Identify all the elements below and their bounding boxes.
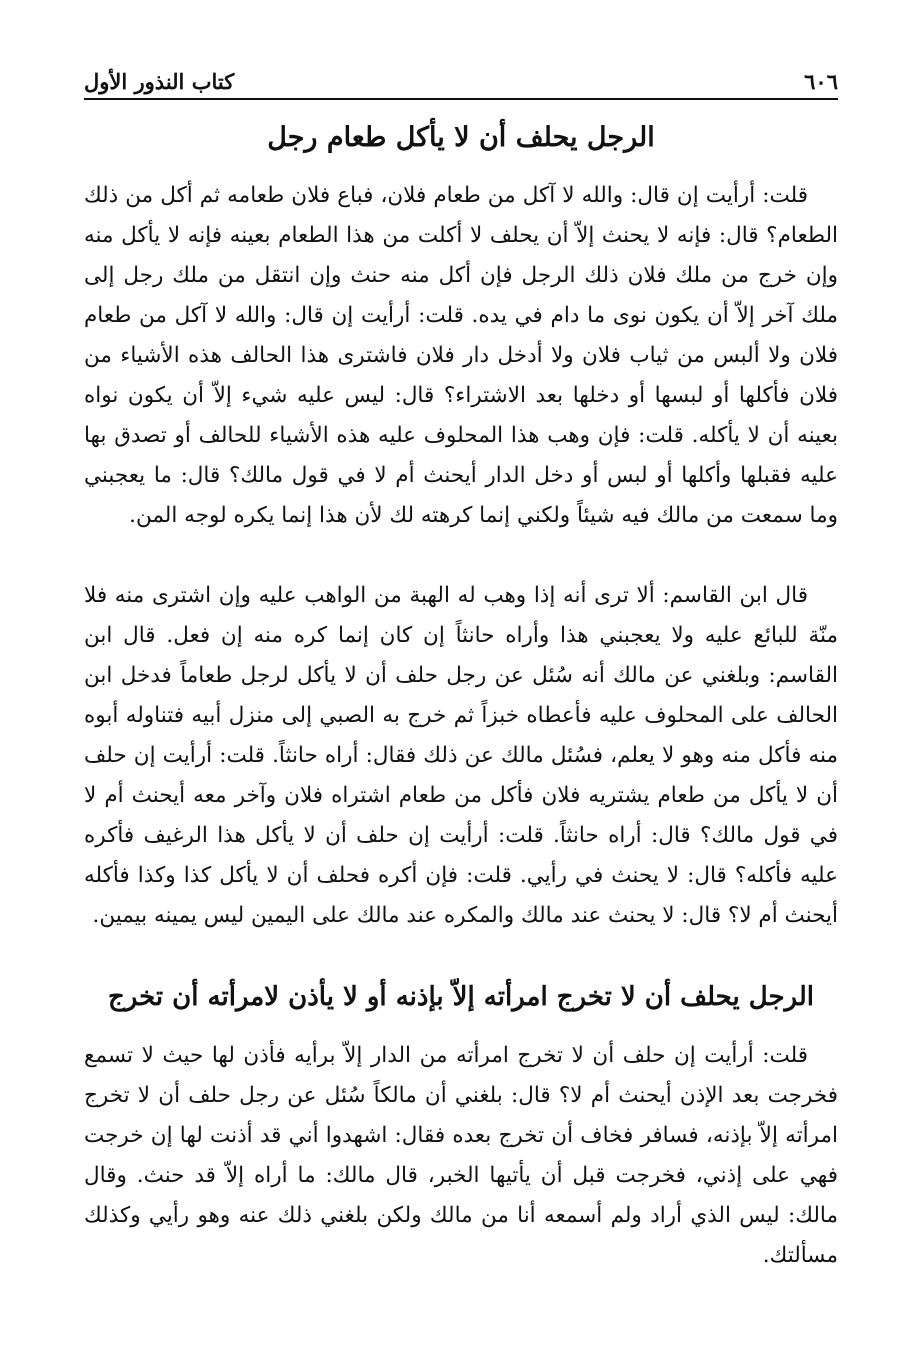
page-header: [84, 64, 838, 100]
section-heading: الرجل يحلف أن لا يأكل طعام رجل: [267, 122, 655, 153]
paragraph: قلت: أرأيت إن حلف أن لا تخرج امرأته من الدار إلاّ برأيه فأذن لها حيث لا تسمع فخرجت بعد الإذن أيحنث أم لا؟ قال: بلغني أن مالكاً سُئل عن رجل حلف أن لا تخرج امرأته إلاّ بإذنه، فسافر فخاف أن تخرج بعده فقال: اشهدوا أني قد أذنت لها إن خرجت فهي على إذني، فخرجت قبل أن يأتيها الخبر، قال مالك: ما أراه إلاّ قد حنث. وقال مالك: ليس الذي أراد ولم أسمعه أنا من مالك ولكن بلغني ذلك عنه وهو رأيي وكذلك مسألتك.: [84, 1043, 838, 1268]
paragraph: قال ابن القاسم: ألا ترى أنه إذا وهب له الهبة من الواهب عليه وإن اشترى منه فلا منّة للبائع عليه ولا يعجبني هذا وأراه حانثاً إن كان إنما كره منه إن فعل. قال ابن القاسم: وبلغني عن مالك أنه سُئل عن رجل حلف أن لا يأكل لرجل طعاماً فدخل ابن الحالف على المحلوف عليه فأعطاه خبزاً ثم خرج به الصبي إلى منزل أبيه فتناوله أبوه منه فأكل منه وهو لا يعلم، فسُئل مالك عن ذلك فقال: أراه حانثاً. قلت: أرأيت إن حلف أن لا يأكل من طعام يشتريه فلان فأكل من طعام اشتراه فلان وآخر معه أيحنث أم لا في قول مالك؟ قال: أراه حانثاً. قلت: أرأيت إن حلف أن لا يأكل هذا الرغيف فأكره عليه فأكله؟ قال: لا يحنث في رأيي. قلت: فإن أكره فحلف أن لا يأكل كذا وكذا فأكله أيحنث أم لا؟ قال: لا يحنث عند مالك والمكره عند مالك على اليمين ليس يمينه بيمين.: [84, 583, 838, 928]
paragraph: قلت: أرأيت إن قال: والله لا آكل من طعام فلان، فباع فلان طعامه ثم أكل من ذلك الطعام؟ قال: فإنه لا يحنث إلاّ أن يحلف لا أكلت من هذا الطعام بعينه فإنه لا يأكل منه وإن خرج من ملك فلان ذلك الرجل فإن أكل منه حنث وإن انتقل من ملك رجل إلى ملك آخر إلاّ أن يكون نوى ما دام في يده. قلت: أرأيت إن قال: والله لا آكل من طعام فلان ولا ألبس من ثياب فلان ولا أدخل دار فلان فاشترى هذا الحالف هذه الأشياء من فلان فأكلها أو لبسها أو دخلها بعد الاشتراء؟ قال: ليس عليه شيء إلاّ أن يكون نواه بعينه أن لا يأكله. قلت: فإن وهب هذا المحلوف عليه هذه الأشياء للحالف أو تصدق بها عليه فقبلها وأكلها أو لبس أو دخل الدار أيحنث أم لا في قول مالك؟ قال: ما يعجبني وما سمعت من مالك فيه شيئاً ولكني إنما كرهته لك لأن هذا إنما يكره لوجه المن.: [84, 183, 838, 528]
book-title: كتاب النذور الأول: [84, 69, 235, 94]
page-number: ٦٠٦: [804, 69, 838, 94]
section-heading: الرجل يحلف أن لا تخرج امرأته إلاّ بإذنه أو لا يأذن لامرأته أن تخرج: [107, 982, 815, 1012]
